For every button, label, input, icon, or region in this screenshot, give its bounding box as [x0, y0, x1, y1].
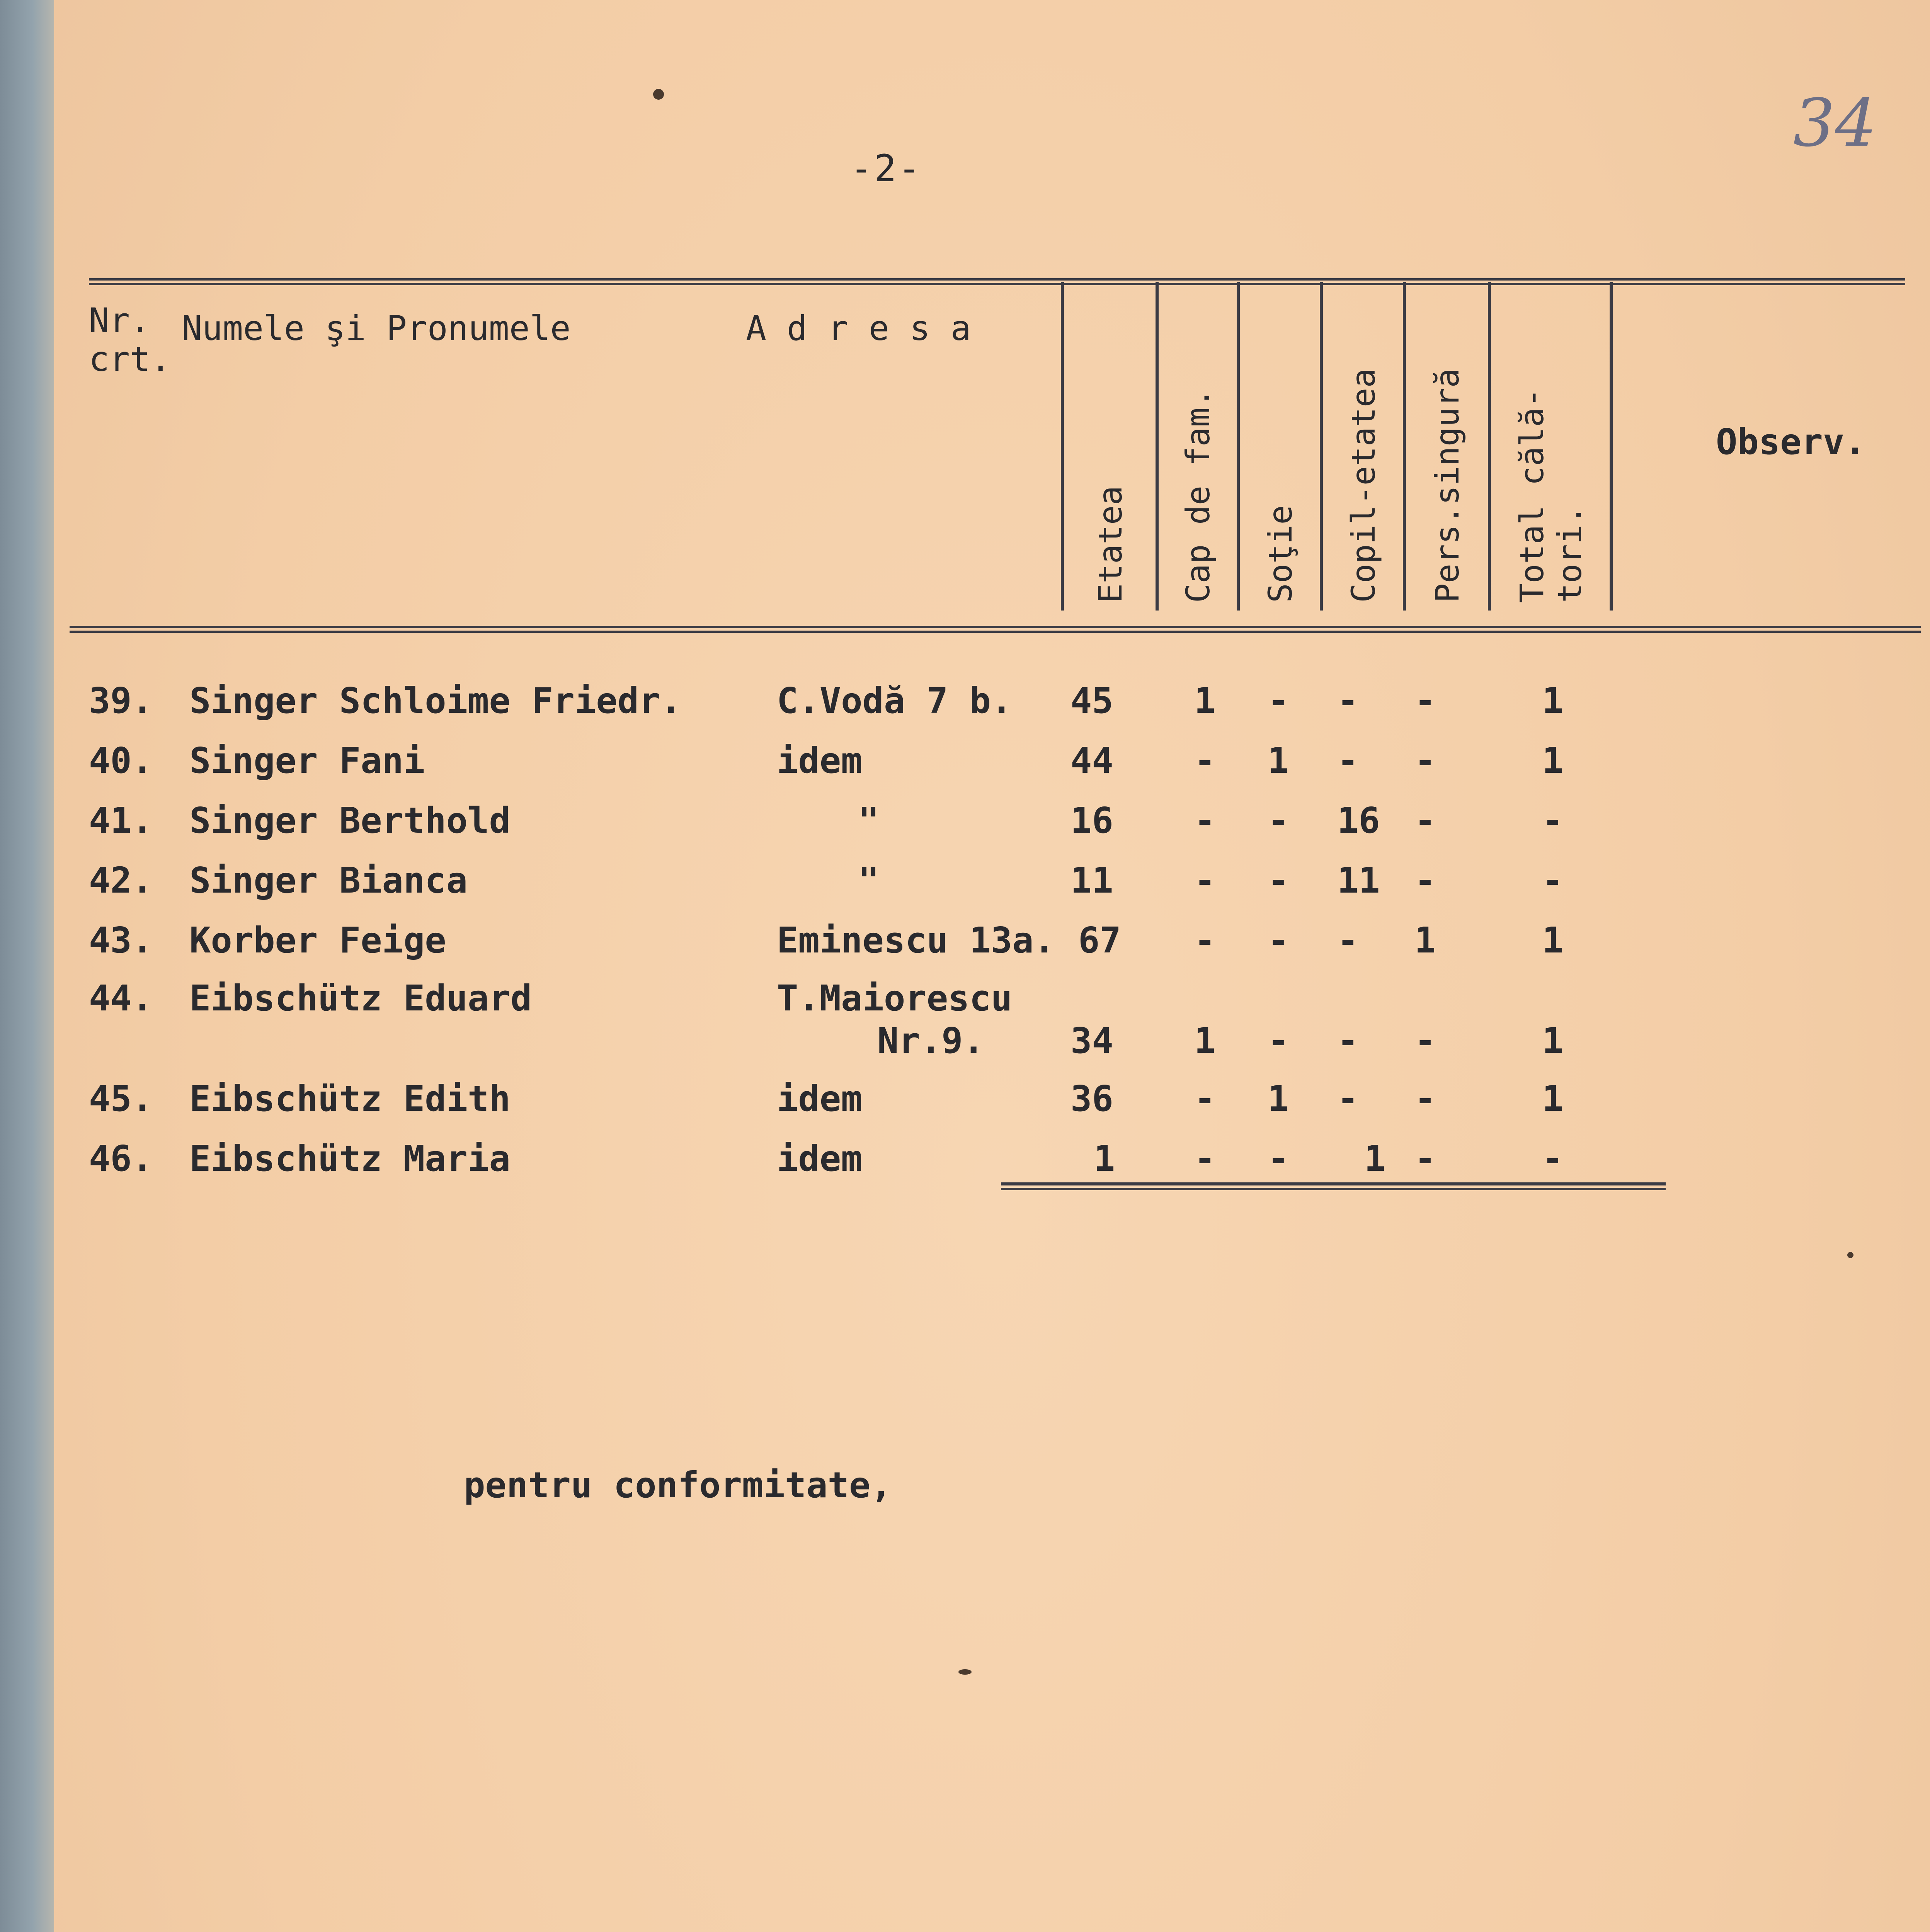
header-head-of-family: Cap de fam. — [1179, 388, 1217, 603]
row-address: C.Vodă 7 b. — [777, 680, 1013, 721]
row-total: - — [1542, 800, 1564, 841]
row-nr: 44. — [89, 978, 153, 1019]
header-single-person: Pers.singură — [1428, 368, 1466, 603]
row-single: - — [1414, 680, 1436, 721]
row-wife: - — [1268, 680, 1289, 721]
paper-speck — [653, 89, 664, 100]
row-wife: - — [1268, 860, 1289, 901]
paper-speck — [1847, 1252, 1853, 1258]
row-head: 1 — [1194, 680, 1216, 721]
row-age: 36 — [1071, 1078, 1113, 1119]
header-bottom-rule — [70, 626, 1921, 633]
header-nr — [89, 301, 171, 379]
row-head: - — [1194, 1138, 1216, 1179]
row-child: 16 — [1337, 800, 1380, 841]
header-address: A d r e s a — [746, 308, 971, 348]
row-address: T.Maiorescu — [777, 978, 1013, 1019]
row-total: 1 — [1542, 920, 1564, 961]
row-child: - — [1337, 1020, 1359, 1061]
row-single: - — [1414, 1020, 1436, 1061]
column-separator — [1061, 282, 1064, 611]
column-separator — [1403, 282, 1406, 611]
row-child: - — [1337, 740, 1359, 781]
paper-speck — [958, 1669, 972, 1675]
row-child: 11 — [1337, 860, 1380, 901]
row-nr: 42. — [89, 860, 153, 901]
page-number: -2- — [850, 147, 922, 190]
table-row — [0, 1138, 1930, 1188]
row-child: - — [1337, 1078, 1359, 1119]
row-single: 1 — [1414, 920, 1436, 961]
row-head: 1 — [1194, 1020, 1216, 1061]
row-head: - — [1194, 920, 1216, 961]
header-total — [1492, 286, 1610, 603]
header-top-rule — [89, 278, 1905, 285]
row-address: " — [858, 860, 880, 901]
row-nr: 40. — [89, 740, 153, 781]
row-child: - — [1337, 920, 1359, 961]
row-age: 45 — [1071, 680, 1113, 721]
row-wife: - — [1268, 800, 1289, 841]
row-single: - — [1414, 860, 1436, 901]
row-age: 11 — [1071, 860, 1113, 901]
row-total: - — [1542, 1138, 1564, 1179]
row-address: idem — [777, 740, 863, 781]
header-child-age: Copil-etatea — [1344, 368, 1382, 603]
conformity-note: pentru conformitate, — [464, 1464, 892, 1506]
row-name: Singer Schloime Friedr. — [189, 680, 682, 721]
row-age: 34 — [1071, 1020, 1113, 1061]
row-name: Singer Berthold — [189, 800, 511, 841]
table-row — [0, 920, 1930, 970]
header-crt-label: crt. — [89, 339, 171, 379]
row-name: Korber Feige — [189, 920, 446, 961]
row-single: - — [1414, 1138, 1436, 1179]
row-address: Eminescu 13a. — [777, 920, 1055, 961]
row-child: 1 — [1364, 1138, 1386, 1179]
row-address: " — [858, 800, 880, 841]
row-wife: - — [1268, 1138, 1289, 1179]
totals-underline — [1001, 1182, 1666, 1190]
row-address-line2: Nr.9. — [877, 1020, 984, 1061]
table-row — [0, 860, 1930, 910]
row-head: - — [1194, 800, 1216, 841]
header-total-line1: Total călă- — [1513, 388, 1551, 603]
row-wife: 1 — [1268, 740, 1289, 781]
row-address: idem — [777, 1138, 863, 1179]
row-address: idem — [777, 1078, 863, 1119]
row-name: Singer Fani — [189, 740, 425, 781]
table-row — [0, 1078, 1930, 1128]
row-wife: 1 — [1268, 1078, 1289, 1119]
row-age: 67 — [1078, 920, 1121, 961]
table-row — [0, 740, 1930, 790]
column-separator — [1320, 282, 1323, 611]
row-head: - — [1194, 1078, 1216, 1119]
archive-number: 34 — [1793, 85, 1877, 162]
row-nr: 39. — [89, 680, 153, 721]
header-wife: Soţie — [1261, 505, 1299, 603]
column-separator — [1488, 282, 1491, 611]
row-wife: - — [1268, 920, 1289, 961]
row-age: 16 — [1071, 800, 1113, 841]
column-separator — [1610, 282, 1613, 611]
header-total-line2: tori. — [1550, 505, 1589, 603]
row-head: - — [1194, 860, 1216, 901]
row-nr: 45. — [89, 1078, 153, 1119]
row-nr: 41. — [89, 800, 153, 841]
header-nr-label: Nr. — [89, 301, 150, 340]
table-row — [0, 800, 1930, 850]
row-child: - — [1337, 680, 1359, 721]
row-total: 1 — [1542, 1020, 1564, 1061]
table-row — [0, 680, 1930, 730]
header-age: Etatea — [1091, 485, 1129, 603]
row-total: - — [1542, 860, 1564, 901]
row-head: - — [1194, 740, 1216, 781]
row-single: - — [1414, 800, 1436, 841]
row-name: Eibschütz Edith — [189, 1078, 511, 1119]
row-nr: 43. — [89, 920, 153, 961]
row-name: Singer Bianca — [189, 860, 468, 901]
header-name: Numele şi Pronumele — [182, 308, 571, 348]
row-total: 1 — [1542, 1078, 1564, 1119]
table-row-continuation — [0, 1020, 1930, 1070]
row-age: 44 — [1071, 740, 1113, 781]
row-age: 1 — [1094, 1138, 1115, 1179]
row-name: Eibschütz Maria — [189, 1138, 511, 1179]
row-total: 1 — [1542, 740, 1564, 781]
row-single: - — [1414, 740, 1436, 781]
header-observations: Observ. — [1716, 421, 1866, 463]
row-single: - — [1414, 1078, 1436, 1119]
row-wife: - — [1268, 1020, 1289, 1061]
column-separator — [1237, 282, 1240, 611]
row-total: 1 — [1542, 680, 1564, 721]
row-nr: 46. — [89, 1138, 153, 1179]
row-name: Eibschütz Eduard — [189, 978, 532, 1019]
column-separator — [1156, 282, 1159, 611]
